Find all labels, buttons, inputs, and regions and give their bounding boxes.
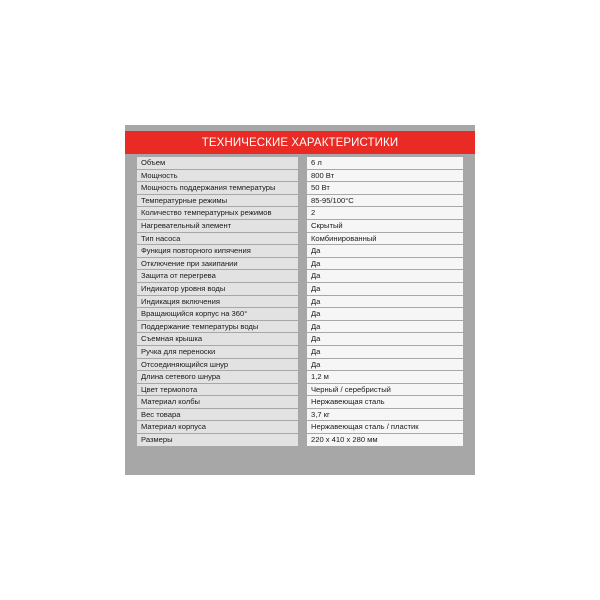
spec-value: 800 Вт [307,170,463,182]
spec-value: 220 x 410 x 280 мм [307,434,463,446]
spec-row [137,233,463,246]
spec-row [137,170,463,183]
spec-value: Да [307,308,463,320]
spec-row [137,245,463,258]
spec-label: Материал колбы [137,396,298,408]
spec-label: Мощность [137,170,298,182]
spec-label: Индикация включения [137,296,298,308]
spec-row [137,359,463,372]
spec-row [137,321,463,334]
spec-row [137,308,463,321]
spec-row [137,157,463,170]
spec-value: Да [307,321,463,333]
spec-label: Индикатор уровня воды [137,283,298,295]
spec-row [137,384,463,397]
spec-value: Нержавеющая сталь [307,396,463,408]
spec-row [137,333,463,346]
spec-value: Да [307,270,463,282]
spec-label: Функция повторного кипячения [137,245,298,257]
spec-row [137,283,463,296]
spec-label: Тип насоса [137,233,298,245]
spec-row [137,421,463,434]
spec-label: Ручка для переноски [137,346,298,358]
spec-row [137,182,463,195]
spec-value: Нержавеющая сталь / пластик [307,421,463,433]
spec-label: Размеры [137,434,298,446]
spec-value: Да [307,245,463,257]
spec-row [137,207,463,220]
spec-value: 85-95/100°C [307,195,463,207]
spec-label: Отсоединяющийся шнур [137,359,298,371]
spec-label: Длина сетевого шнура [137,371,298,383]
spec-value: 3,7 кг [307,409,463,421]
spec-table [137,157,463,447]
spec-label: Вес товара [137,409,298,421]
spec-row [137,270,463,283]
spec-row [137,434,463,447]
spec-label: Мощность поддержания температуры [137,182,298,194]
spec-value: 50 Вт [307,182,463,194]
spec-label: Съемная крышка [137,333,298,345]
spec-label: Температурные режимы [137,195,298,207]
spec-card [125,125,475,475]
spec-row [137,258,463,271]
spec-value: 2 [307,207,463,219]
spec-label: Цвет термопота [137,384,298,396]
spec-label: Материал корпуса [137,421,298,433]
spec-label: Поддержание температуры воды [137,321,298,333]
spec-label: Вращающийся корпус на 360° [137,308,298,320]
spec-label: Защита от перегрева [137,270,298,282]
spec-row [137,220,463,233]
spec-label: Объем [137,157,298,169]
spec-row [137,409,463,422]
spec-value: Черный / серебристый [307,384,463,396]
spec-value: Да [307,296,463,308]
spec-value: Скрытый [307,220,463,232]
spec-value: Да [307,359,463,371]
spec-label: Отключение при закипании [137,258,298,270]
spec-value: Да [307,283,463,295]
spec-row [137,371,463,384]
spec-label: Нагревательный элемент [137,220,298,232]
spec-title-banner: ТЕХНИЧЕСКИЕ ХАРАКТЕРИСТИКИ [125,131,475,154]
spec-value: 1,2 м [307,371,463,383]
spec-row [137,195,463,208]
spec-value: Комбинированный [307,233,463,245]
spec-row [137,346,463,359]
spec-value: Да [307,346,463,358]
spec-value: Да [307,258,463,270]
spec-value: Да [307,333,463,345]
spec-row [137,396,463,409]
spec-row [137,296,463,309]
spec-label: Количество температурных режимов [137,207,298,219]
spec-value: 6 л [307,157,463,169]
